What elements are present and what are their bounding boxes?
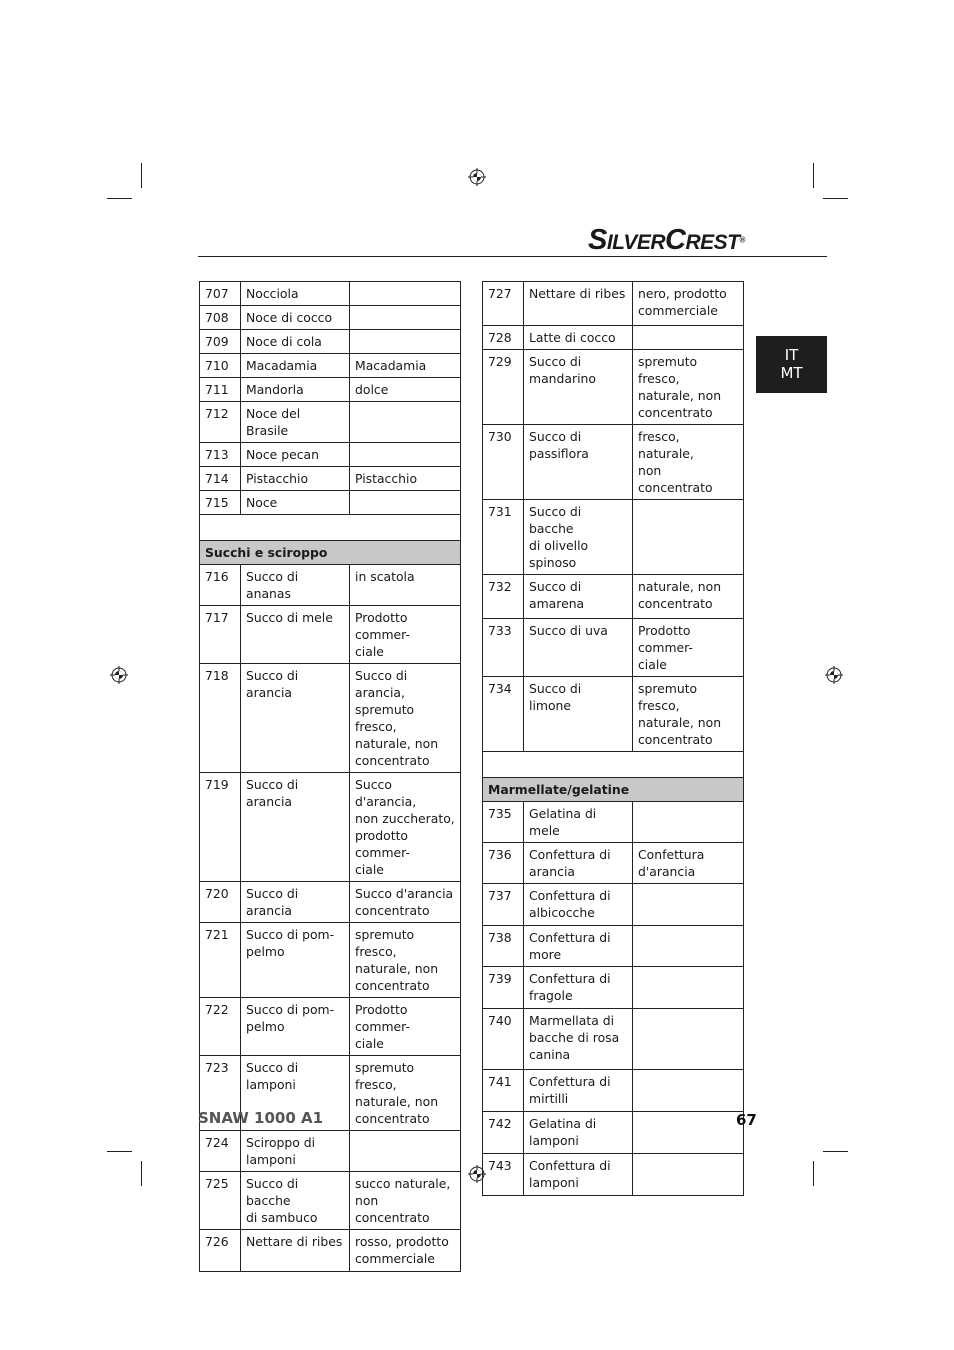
crop-mark [823, 1151, 848, 1152]
table-row [483, 967, 744, 1009]
food-description-cell [633, 500, 744, 575]
table-row [483, 350, 744, 425]
food-description-cell [633, 884, 744, 926]
crop-mark [813, 1161, 814, 1186]
item-number-cell: 736 [483, 843, 524, 884]
food-name-cell: Confettura di arancia [524, 843, 633, 884]
food-description-cell [633, 802, 744, 843]
food-name-cell: Succo di ananas [241, 565, 350, 606]
item-number-cell: 726 [200, 1230, 241, 1272]
item-number-cell: 708 [200, 306, 241, 330]
table-row [483, 677, 744, 752]
table-row [200, 998, 461, 1056]
food-description-cell: rosso, prodotto commerciale [350, 1230, 461, 1272]
table-row [200, 491, 461, 515]
food-name-cell: Confettura di mirtilli [524, 1070, 633, 1112]
table-row [200, 1230, 461, 1272]
food-name-cell: Noce del Brasile [241, 402, 350, 443]
item-number-cell: 738 [483, 926, 524, 967]
registration-mark-icon [825, 666, 843, 684]
crop-mark [141, 1161, 142, 1186]
food-description-cell [350, 402, 461, 443]
item-number-cell: 724 [200, 1131, 241, 1172]
model-number: SNAW 1000 A1 [198, 1109, 324, 1127]
item-number-cell: 709 [200, 330, 241, 354]
food-name-cell: Mandorla [241, 378, 350, 402]
table-row [483, 884, 744, 926]
section-header-row [483, 778, 744, 802]
food-description-cell: fresco, naturale, non concentrato [633, 425, 744, 500]
food-name-cell: Latte di cocco [524, 326, 633, 350]
food-description-cell [350, 443, 461, 467]
food-name-cell: Noce pecan [241, 443, 350, 467]
registration-mark-icon [110, 666, 128, 684]
item-number-cell: 721 [200, 923, 241, 998]
table-row [483, 1009, 744, 1070]
food-description-cell: dolce [350, 378, 461, 402]
food-description-cell [633, 1070, 744, 1112]
table-row [200, 330, 461, 354]
item-number-cell: 731 [483, 500, 524, 575]
item-number-cell: 730 [483, 425, 524, 500]
item-number-cell: 732 [483, 575, 524, 619]
item-number-cell: 722 [200, 998, 241, 1056]
item-number-cell: 717 [200, 606, 241, 664]
food-name-cell: Succo di mele [241, 606, 350, 664]
item-number-cell: 711 [200, 378, 241, 402]
table-row [483, 1112, 744, 1154]
crop-mark [823, 198, 848, 199]
food-name-cell: Succo di mandarino [524, 350, 633, 425]
food-description-cell [633, 967, 744, 1009]
blank-row [200, 515, 461, 541]
food-name-cell: Noce di cocco [241, 306, 350, 330]
table-row [200, 354, 461, 378]
food-name-cell: Succo di lamponi [241, 1056, 350, 1131]
food-name-cell: Confettura di albicocche [524, 884, 633, 926]
item-number-cell: 743 [483, 1154, 524, 1196]
item-number-cell: 712 [200, 402, 241, 443]
table-row [483, 926, 744, 967]
food-description-cell [633, 326, 744, 350]
table-row [200, 606, 461, 664]
item-number-cell: 740 [483, 1009, 524, 1070]
table-row [200, 773, 461, 882]
item-number-cell: 735 [483, 802, 524, 843]
brand-logo: SILVERCREST® [588, 224, 745, 256]
food-name-cell: Marmellata di bacche di rosa canina [524, 1009, 633, 1070]
item-number-cell: 715 [200, 491, 241, 515]
table-row [483, 575, 744, 619]
food-name-cell: Macadamia [241, 354, 350, 378]
food-description-cell: spremuto fresco, naturale, non concentrato [633, 350, 744, 425]
item-number-cell: 716 [200, 565, 241, 606]
food-name-cell: Succo di amarena [524, 575, 633, 619]
food-table-right [482, 281, 744, 1196]
item-number-cell: 741 [483, 1070, 524, 1112]
food-description-cell: Succo d'arancia, non zuccherato, prodotto commer- ciale [350, 773, 461, 882]
table-row [200, 882, 461, 923]
table-row [483, 282, 744, 326]
food-description-cell [633, 1009, 744, 1070]
crop-mark [107, 1151, 132, 1152]
food-name-cell: Succo di arancia [241, 664, 350, 773]
food-description-cell: spremuto fresco, naturale, non concentrato [350, 1056, 461, 1131]
food-description-cell: nero, prodotto commerciale [633, 282, 744, 326]
blank-cell [200, 515, 461, 541]
item-number-cell: 725 [200, 1172, 241, 1230]
section-title: Succhi e sciroppo [200, 541, 461, 565]
table-row [483, 802, 744, 843]
food-description-cell: Macadamia [350, 354, 461, 378]
table-row [200, 306, 461, 330]
registration-mark-icon [468, 168, 486, 186]
food-name-cell: Pistacchio [241, 467, 350, 491]
blank-row [483, 752, 744, 778]
food-name-cell: Gelatina di mele [524, 802, 633, 843]
food-name-cell: Noce di cola [241, 330, 350, 354]
crop-mark [107, 198, 132, 199]
food-description-cell [350, 306, 461, 330]
food-description-cell [350, 282, 461, 306]
section-header-row [200, 541, 461, 565]
food-name-cell: Nettare di ribes [241, 1230, 350, 1272]
food-name-cell: Succo di bacche di olivello spinoso [524, 500, 633, 575]
table-row [483, 425, 744, 500]
blank-cell [483, 752, 744, 778]
table-row [200, 664, 461, 773]
table-row [200, 443, 461, 467]
item-number-cell: 733 [483, 619, 524, 677]
food-name-cell: Confettura di more [524, 926, 633, 967]
page-number: 67 [736, 1111, 757, 1129]
food-description-cell [633, 1154, 744, 1196]
item-number-cell: 718 [200, 664, 241, 773]
item-number-cell: 734 [483, 677, 524, 752]
food-description-cell: Prodotto commer- ciale [350, 606, 461, 664]
table-row [483, 500, 744, 575]
table-row [200, 282, 461, 306]
food-name-cell: Confettura di fragole [524, 967, 633, 1009]
food-name-cell: Succo di limone [524, 677, 633, 752]
item-number-cell: 728 [483, 326, 524, 350]
table-row [200, 402, 461, 443]
food-name-cell: Succo di passiflora [524, 425, 633, 500]
food-description-cell: Succo d'arancia concentrato [350, 882, 461, 923]
item-number-cell: 737 [483, 884, 524, 926]
food-description-cell [350, 491, 461, 515]
item-number-cell: 729 [483, 350, 524, 425]
table-row [483, 326, 744, 350]
food-description-cell [633, 1112, 744, 1154]
item-number-cell: 723 [200, 1056, 241, 1131]
section-title: Marmellate/gelatine [483, 778, 744, 802]
food-description-cell: succo naturale, non concentrato [350, 1172, 461, 1230]
food-name-cell: Succo di pom- pelmo [241, 998, 350, 1056]
table-row [200, 1172, 461, 1230]
food-name-cell: Sciroppo di lamponi [241, 1131, 350, 1172]
table-row [483, 1070, 744, 1112]
food-name-cell: Gelatina di lamponi [524, 1112, 633, 1154]
food-description-cell [633, 926, 744, 967]
header-rule [198, 256, 827, 257]
food-name-cell: Succo di arancia [241, 882, 350, 923]
language-tab [756, 336, 827, 393]
food-name-cell: Confettura di lamponi [524, 1154, 633, 1196]
item-number-cell: 727 [483, 282, 524, 326]
food-description-cell: in scatola [350, 565, 461, 606]
food-description-cell: Confettura d'arancia [633, 843, 744, 884]
item-number-cell: 707 [200, 282, 241, 306]
item-number-cell: 714 [200, 467, 241, 491]
table-row [483, 843, 744, 884]
item-number-cell: 720 [200, 882, 241, 923]
food-name-cell: Noce [241, 491, 350, 515]
item-number-cell: 719 [200, 773, 241, 882]
food-description-cell [350, 330, 461, 354]
table-row [200, 1131, 461, 1172]
food-name-cell: Nettare di ribes [524, 282, 633, 326]
table-row [200, 378, 461, 402]
crop-mark [813, 163, 814, 188]
table-row [483, 1154, 744, 1196]
food-name-cell: Succo di bacche di sambuco [241, 1172, 350, 1230]
item-number-cell: 713 [200, 443, 241, 467]
language-code: IT [784, 346, 799, 364]
crop-mark [141, 163, 142, 188]
item-number-cell: 710 [200, 354, 241, 378]
table-row [200, 467, 461, 491]
food-name-cell: Succo di uva [524, 619, 633, 677]
food-name-cell: Succo di arancia [241, 773, 350, 882]
item-number-cell: 742 [483, 1112, 524, 1154]
table-row [200, 923, 461, 998]
language-code: MT [780, 364, 803, 382]
food-description-cell: Prodotto commer- ciale [633, 619, 744, 677]
food-description-cell: naturale, non concentrato [633, 575, 744, 619]
food-name-cell: Nocciola [241, 282, 350, 306]
food-description-cell: spremuto fresco, naturale, non concentrato [350, 923, 461, 998]
food-name-cell: Succo di pom- pelmo [241, 923, 350, 998]
food-description-cell [350, 1131, 461, 1172]
food-description-cell: Succo di arancia, spremuto fresco, naturale, non concentrato [350, 664, 461, 773]
food-description-cell: Pistacchio [350, 467, 461, 491]
food-description-cell: Prodotto commer- ciale [350, 998, 461, 1056]
item-number-cell: 739 [483, 967, 524, 1009]
food-description-cell: spremuto fresco, naturale, non concentrato [633, 677, 744, 752]
table-row [200, 565, 461, 606]
table-row [483, 619, 744, 677]
